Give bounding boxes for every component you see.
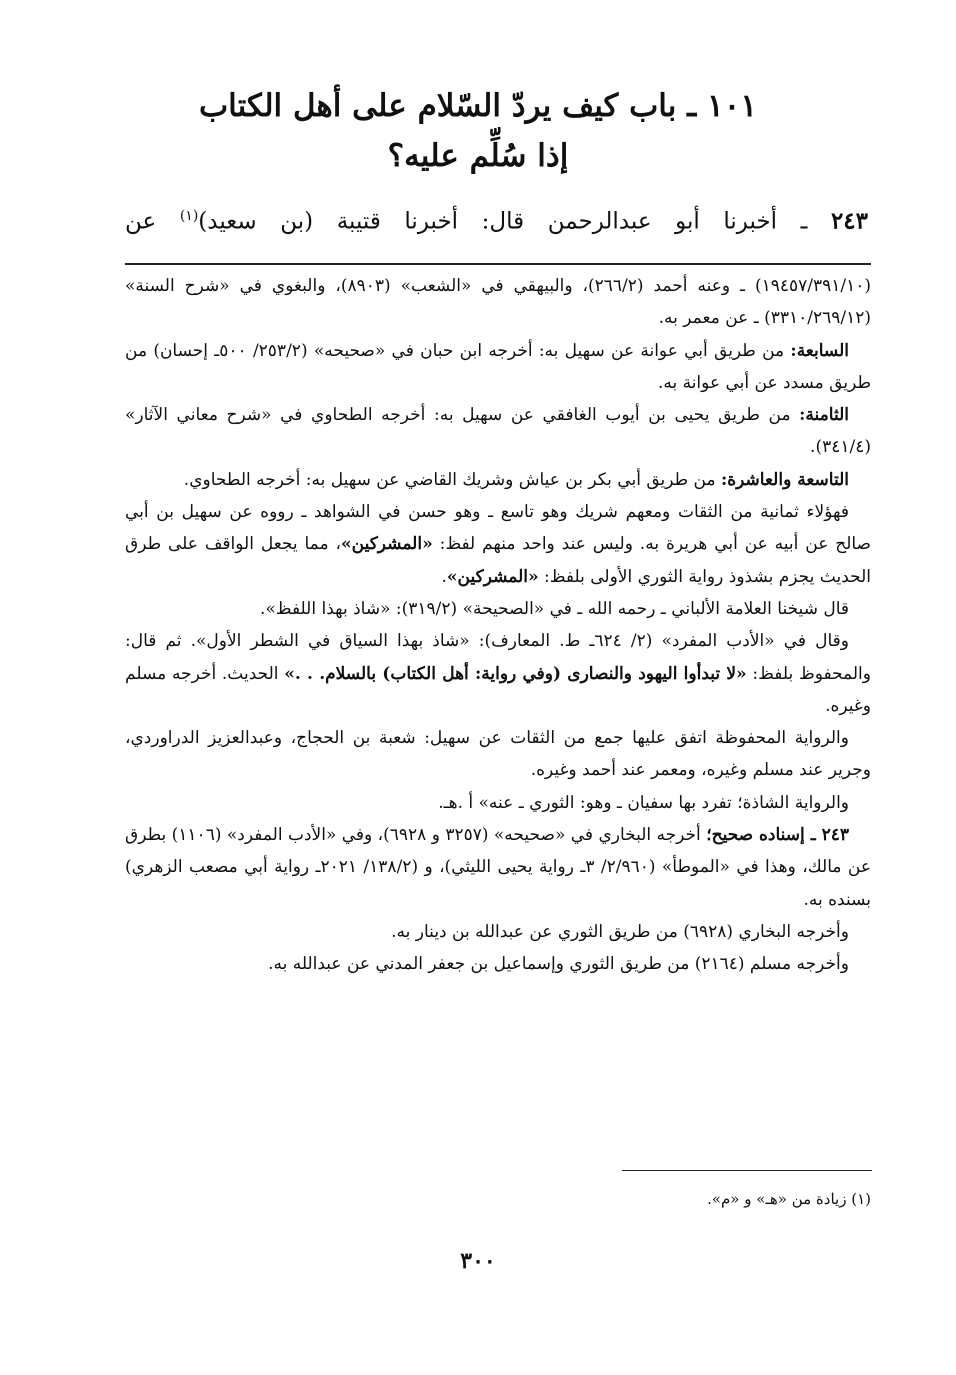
commentary-paragraph [125, 464, 871, 496]
footnote-marker: (١) [851, 1190, 871, 1208]
paragraph-label: التاسعة والعاشرة: [721, 469, 849, 490]
paragraph-text: من طريق يحيى بن أيوب الغافقي عن سهيل به: أخرجه الطحاوي في «شرح معاني الآثار» (٣٤١/٤). [125, 405, 871, 458]
commentary-paragraph: (١٩٤٥٧/٣٩١/١٠) ـ وعنه أحمد (٢٦٦/٢)، والبيهقي في «الشعب» (٨٩٠٣)، والبغوي في «شرح السنة» (٣٣١٠/٢٦٩/١٢) ـ عن معمر به. [125, 276, 871, 329]
paragraph-text: الحديث. أخرجه مسلم وغيره. [125, 663, 871, 716]
commentary-paragraph [125, 335, 871, 400]
commentary-paragraph: قال شيخنا العلامة الألباني ـ رحمه الله ـ في «الصحيحة» (٣١٩/٢): «شاذ بهذا اللفظ». [260, 598, 849, 619]
paragraph-text: من طريق أبي عوانة عن سهيل به: أخرجه ابن حبان في «صحيحه» (٢٥٣/٢/ ٥٠٠ـ إحسان) من طريق مسدد عن أبي عوانة به. [125, 340, 871, 393]
paragraph-text: فهؤلاء ثمانية من الثقات ومعهم شريك وهو تاسع ـ وهو حسن في الشواهد ـ رووه عن سهيل بن أبي صالح عن أبيه عن أبي هريرة به. وليس عند واحد منهم لفظ: [125, 502, 871, 555]
commentary-paragraph [125, 625, 871, 722]
footnote [125, 1186, 871, 1212]
emphasized-word: «المشركين» [341, 534, 433, 555]
emphasized-word: «المشركين» [446, 566, 539, 587]
paragraph-text: أخرجه البخاري في «صحيحه» (٣٢٥٧ و ٦٩٢٨)، وفي «الأدب المفرد» (١١٠٦) بطرق عن مالك، وهذا في «الموطأ» (٢/٩٦٠/ ٣ـ رواية يحيى الليثي)، و (١٣٨/٢/ ٢٠٢١ـ رواية أبي مصعب الزهري) بسنده به. [125, 825, 872, 910]
paragraph-text: . [441, 566, 447, 587]
paragraph-label: السابعة: [790, 340, 849, 361]
commentary-paragraph: والرواية المحفوظة اتفق عليها جمع من الثقات عن سهيل: شعبة بن الحجاج، وعبدالعزيز الدراوردي، وجرير عند مسلم وغيره، ومعمر عند أحمد وغيره. [125, 728, 871, 781]
separator-line [125, 263, 871, 265]
commentary-paragraph: والرواية الشاذة؛ تفرد بها سفيان ـ وهو: الثوري ـ عنه» أ .هـ. [438, 792, 849, 813]
footnote-text: زيادة من «هـ» و «م». [707, 1190, 852, 1208]
paragraph-text: وقال في «الأدب المفرد» (٢/ ٦٢٤ـ ط. المعارف): «شاذ بهذا السياق في الشطر الأول». ثم قال: والمحفوظ بلفظ: [125, 631, 871, 684]
commentary-paragraph [125, 399, 871, 464]
paragraph-label: ٢٤٣ ـ إسناده صحيح؛ [706, 825, 849, 846]
footnote-separator [622, 1170, 872, 1171]
commentary-paragraph [125, 496, 871, 593]
footnote-reference[interactable]: (١) [179, 208, 199, 224]
paragraph-text: ، مما يجعل الواقف على طرق الحديث يجزم بشذوذ رواية الثوري الأولى بلفظ: [125, 534, 871, 587]
chapter-title: ١٠١ ـ باب كيف يردّ السّلام على أهل الكتاب [199, 88, 757, 124]
chapter-title-continued: إذا سُلِّم عليه؟ [387, 138, 569, 174]
hadith-chain-end: عن [125, 208, 180, 235]
page-number: ٣٠٠ [460, 1248, 496, 1274]
commentary-paragraph: وأخرجه البخاري (٦٩٢٨) من طريق الثوري عن عبدالله بن دينار به. [391, 921, 849, 942]
hadith-number: ٢٤٣ [830, 207, 869, 235]
hadith-chain: ـ أخبرنا أبو عبدالرحمن قال: أخبرنا قتيبة (بن سعيد) [198, 208, 831, 235]
hadith-text [125, 196, 868, 242]
paragraph-label: الثامنة: [799, 405, 849, 426]
commentary-paragraph: وأخرجه مسلم (٢١٦٤) من طريق الثوري وإسماعيل بن جعفر المدني عن عبدالله به. [268, 954, 849, 975]
commentary [125, 270, 871, 981]
emphasized-quote: «لا تبدأوا اليهود والنصارى (وفي رواية: أهل الكتاب) بالسلام. . .» [284, 663, 747, 684]
commentary-paragraph [125, 819, 871, 916]
paragraph-text: من طريق أبي بكر بن عياش وشريك القاضي عن سهيل به: أخرجه الطحاوي. [183, 469, 721, 490]
